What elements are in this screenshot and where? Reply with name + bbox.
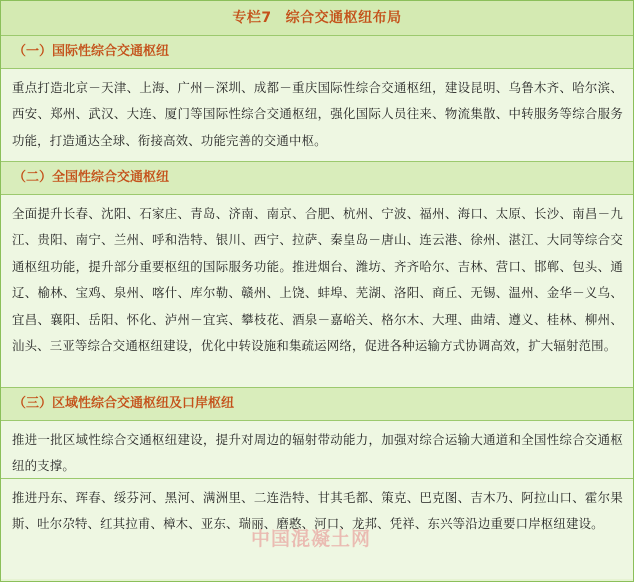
box-title-prefix: 专栏7 <box>232 10 272 26</box>
section-body-regional-paragraph: 推进一批区域性综合交通枢纽建设，提升对周边的辐射带动能力，加强对综合运输大通道和全国性综合交通枢纽的支撑。 <box>1 421 633 479</box>
section-body-international: 重点打造北京－天津、上海、广州－深圳、成都－重庆国际性综合交通枢纽，建设昆明、乌鲁木齐、哈尔滨、西安、郑州、武汉、大连、厦门等国际性综合交通枢纽，强化国际人员往来、物流集散、中转服务等综合服务功能，打造通达全球、衔接高效、功能完善的交通中枢。 <box>1 69 633 162</box>
section-heading-international: （一）国际性综合交通枢纽 <box>1 36 633 69</box>
section-body-national: 全面提升长春、沈阳、石家庄、青岛、济南、南京、合肥、杭州、宁波、福州、海口、太原、长沙、南昌－九江、贵阳、南宁、兰州、呼和浩特、银川、西宁、拉萨、秦皇岛－唐山、连云港、徐州、湛江、大同等综合交通枢纽功能，提升部分重要枢纽的国际服务功能。推进烟台、潍坊、齐齐哈尔、吉林、营口、邯郸、包头、通辽、榆林、宝鸡、泉州、喀什、库尔勒、赣州、上饶、蚌埠、芜湖、洛阳、商丘、无锡、温州、金华－义乌、宜昌、襄阳、岳阳、怀化、泸州－宜宾、攀枝花、酒泉－嘉峪关、格尔木、大理、曲靖、遵义、桂林、柳州、汕头、三亚等综合交通枢纽建设，优化中转设施和集疏运网络，促进各种运输方式协调高效，扩大辐射范围。 <box>1 195 633 388</box>
section-heading-regional: （三）区域性综合交通枢纽及口岸枢纽 <box>1 388 633 421</box>
watermark: 中国混凝土网 <box>251 528 372 550</box>
box-title <box>1 1 633 36</box>
box-title-text: 综合交通枢纽布局 <box>285 10 402 26</box>
section-heading-national: （二）全国性综合交通枢纽 <box>1 162 633 195</box>
section-body-border-ports-paragraph: 推进丹东、珲春、绥芬河、黑河、满洲里、二连浩特、甘其毛都、策克、巴克图、吉木乃、阿拉山口、霍尔果斯、吐尔尕特、红其拉甫、樟木、亚东、瑞丽、磨憨、河口、龙邦、凭祥、东兴等沿边重要口岸枢纽建设。 <box>1 479 633 579</box>
